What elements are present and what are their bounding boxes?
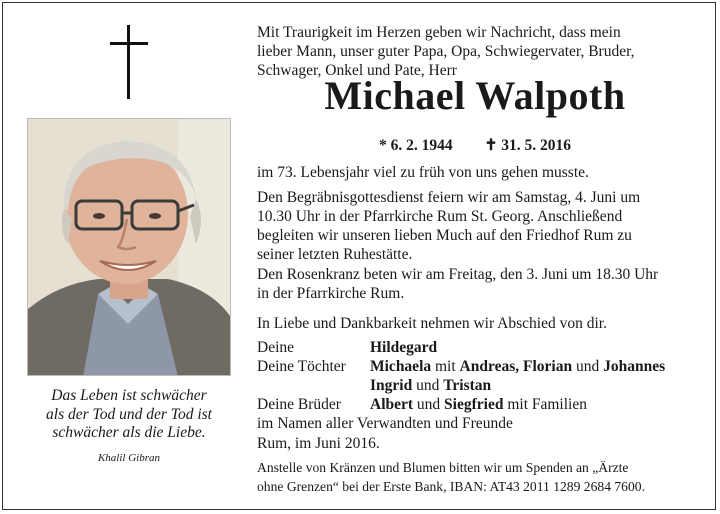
mourner-row-relatives (257, 414, 697, 433)
life-dates (257, 136, 693, 155)
age-text: im 73. Lebensjahr viel zu früh von uns gehen musste. (257, 164, 589, 181)
connector: und (416, 396, 441, 413)
quote (27, 387, 231, 443)
cross-icon (110, 25, 148, 99)
portrait-photo (27, 118, 231, 376)
service-line: begleiten wir unseren lieben Much auf den Friedhof Rum zu (257, 227, 632, 244)
brother-name: Siegfried (444, 396, 504, 413)
family-names: Andreas, Florian (459, 358, 573, 375)
partner-name: Tristan (443, 377, 492, 394)
connector: und (416, 377, 440, 394)
intro-line: lieber Mann, unser guter Papa, Opa, Schwiegervater, Bruder, (257, 43, 635, 60)
relation-label: Deine Töchter (257, 358, 346, 375)
intro-text (257, 23, 693, 80)
daughter-name: Ingrid (370, 377, 413, 394)
service-line: Den Begräbnisgottesdienst feiern wir am Samstag, 4. Juni um (257, 189, 641, 206)
deceased-name: Michael Walpoth (324, 73, 626, 118)
relatives-text: im Namen aller Verwandten und Freunde (257, 415, 513, 432)
relation-label: Deine Brüder (257, 396, 341, 413)
mourner-row-brothers (257, 395, 697, 414)
family-name: Johannes (603, 358, 666, 375)
intro-line: Schwager, Onkel und Pate, Herr (257, 62, 457, 79)
service-line: 10.30 Uhr in der Pfarrkirche Rum St. Georg. Anschließend (257, 208, 623, 225)
mourners-list (257, 338, 697, 433)
death-date: ✝ 31. 5. 2016 (484, 137, 572, 154)
mourner-row-daughters (257, 357, 697, 376)
daughter-name: Michaela (370, 358, 432, 375)
brother-name: Albert (370, 396, 414, 413)
place-date: Rum, im Juni 2016. (257, 435, 380, 452)
service-line: seiner letzten Ruhestätte. (257, 246, 413, 263)
mourner-row-daughter2 (257, 376, 697, 395)
mourner-row-wife (257, 338, 697, 357)
farewell-text: In Liebe und Dankbarkeit nehmen wir Abschied von dir. (257, 315, 607, 332)
intro-line: Mit Traurigkeit im Herzen geben wir Nachricht, dass mein (257, 24, 621, 41)
connector: und (575, 358, 600, 375)
connector: mit (435, 358, 456, 375)
quote-line: schwächer als die Liebe. (52, 424, 206, 441)
connector: mit Familien (507, 396, 587, 413)
donation-line: ohne Grenzen“ bei der Erste Bank, IBAN: AT43 2011 1289 2684 7600. (257, 479, 645, 494)
rosary-line: in der Pfarrkirche Rum. (257, 285, 405, 302)
donation-request (257, 458, 693, 496)
portrait-illustration (28, 119, 231, 376)
quote-line: als der Tod und der Tod ist (46, 405, 212, 423)
rosary-line: Den Rosenkranz beten wir am Freitag, den 3. Juni um 18.30 Uhr (257, 266, 659, 283)
funeral-service-text (257, 188, 693, 264)
birth-date: * 6. 2. 1944 (378, 137, 453, 154)
donation-line: Anstelle von Kränzen und Blumen bitten wir um Spenden an „Ärzte (257, 460, 629, 475)
relation-label: Deine (257, 339, 295, 356)
quote-line: Das Leben ist schwächer (51, 387, 207, 404)
wife-name: Hildegard (370, 339, 438, 356)
rosary-text (257, 265, 693, 303)
quote-author: Khalil Gibran (97, 452, 161, 464)
